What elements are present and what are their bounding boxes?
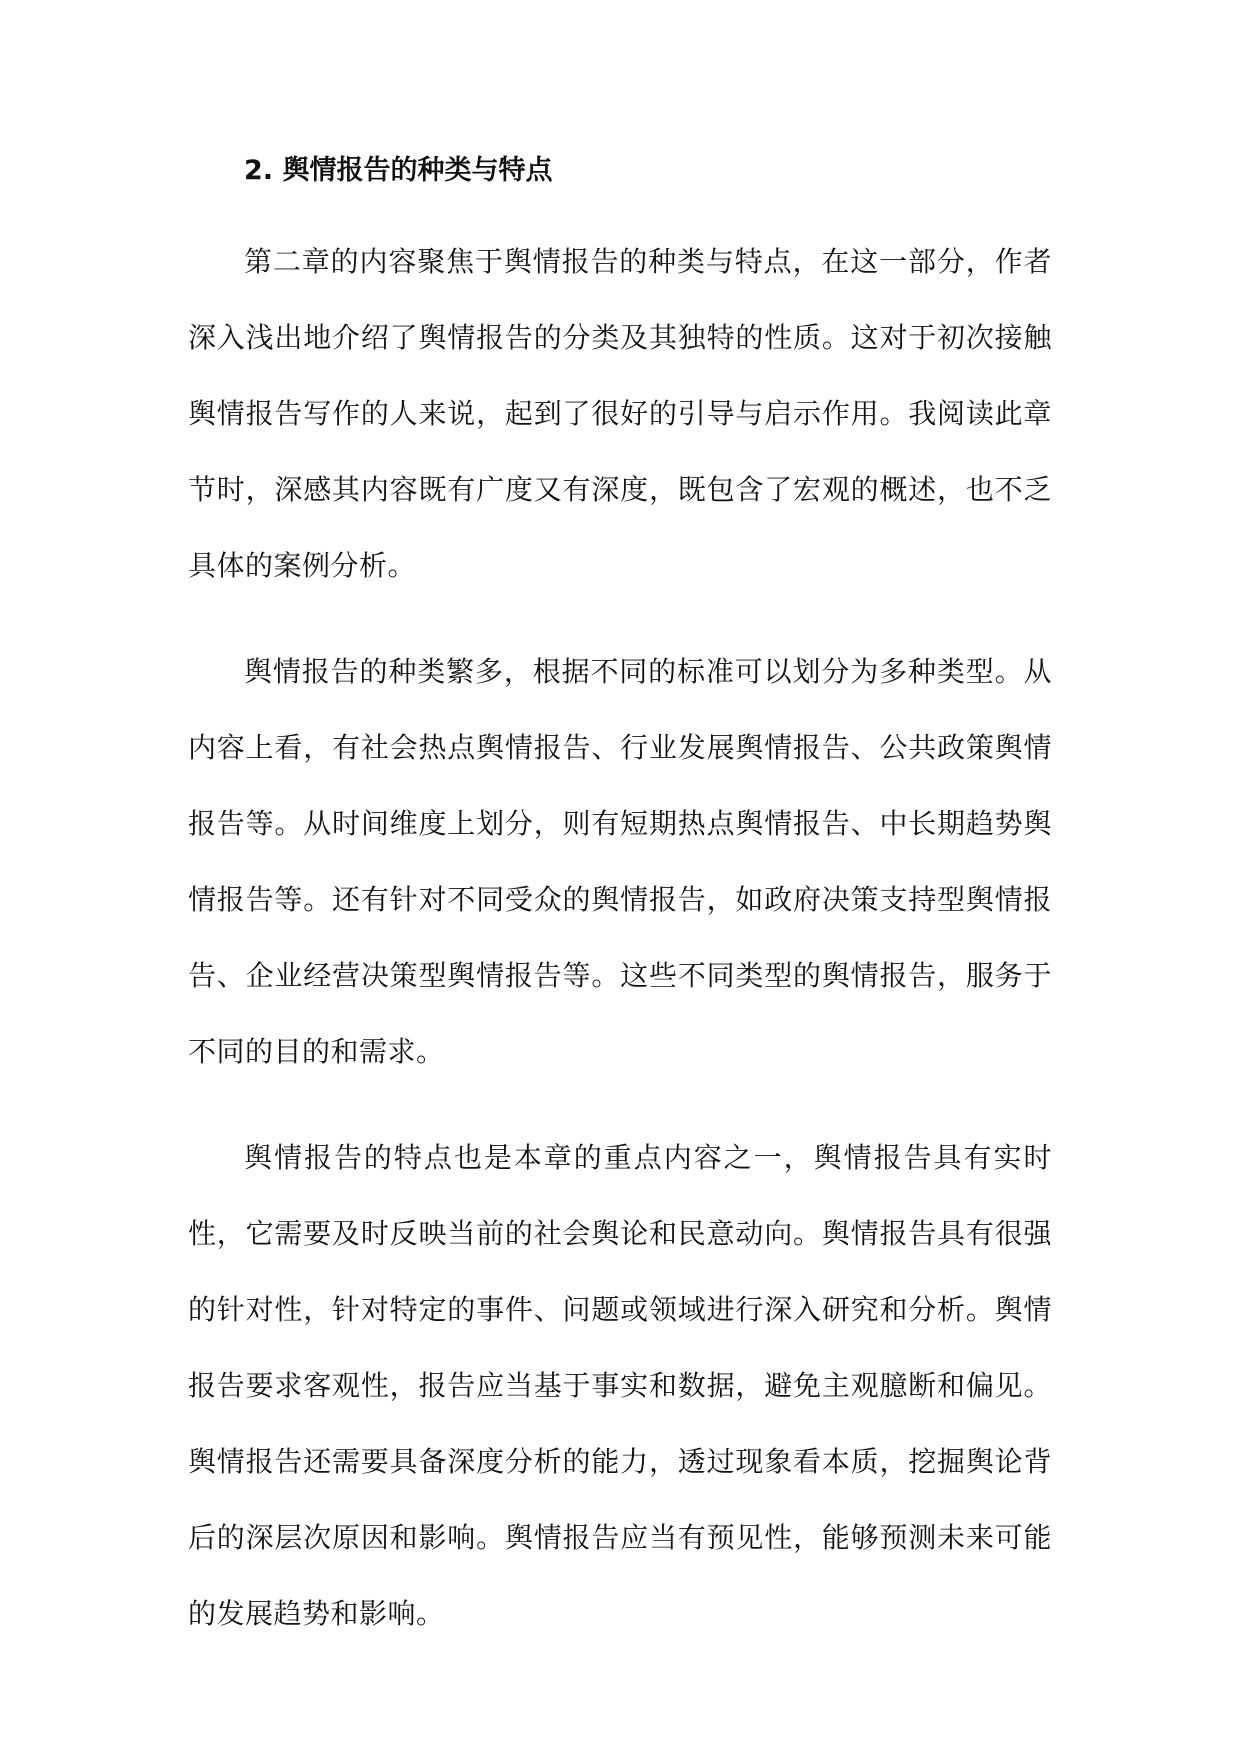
paragraph-types: 舆情报告的种类繁多，根据不同的标准可以划分为多种类型。从内容上看，有社会热点舆情报告、行业发展舆情报告、公共政策舆情报告等。从时间维度上划分，则有短期热点舆情报告、中长期趋势舆情报告等。还有针对不同受众的舆情报告，如政府决策支持型舆情报告、企业经营决策型舆情报告等。这些不同类型的舆情报告，服务于不同的目的和需求。 bbox=[188, 655, 1052, 1068]
section-heading: 2. 舆情报告的种类与特点 bbox=[244, 155, 553, 186]
paragraph-features: 舆情报告的特点也是本章的重点内容之一，舆情报告具有实时性，它需要及时反映当前的社会舆论和民意动向。舆情报告具有很强的针对性，针对特定的事件、问题或领域进行深入研究和分析。舆情报告要求客观性，报告应当基于事实和数据，避免主观臆断和偏见。舆情报告还需要具备深度分析的能力，透过现象看本质，挖掘舆论背后的深层次原因和影响。舆情报告应当有预见性，能够预测未来可能的发展趋势和影响。 bbox=[188, 1141, 1052, 1630]
document-body bbox=[188, 148, 1052, 1652]
paragraph-intro: 第二章的内容聚焦于舆情报告的种类与特点，在这一部分，作者深入浅出地介绍了舆情报告的分类及其独特的性质。这对于初次接触舆情报告写作的人来说，起到了很好的引导与启示作用。我阅读此章节时，深感其内容既有广度又有深度，既包含了宏观的概述，也不乏具体的案例分析。 bbox=[188, 245, 1052, 582]
